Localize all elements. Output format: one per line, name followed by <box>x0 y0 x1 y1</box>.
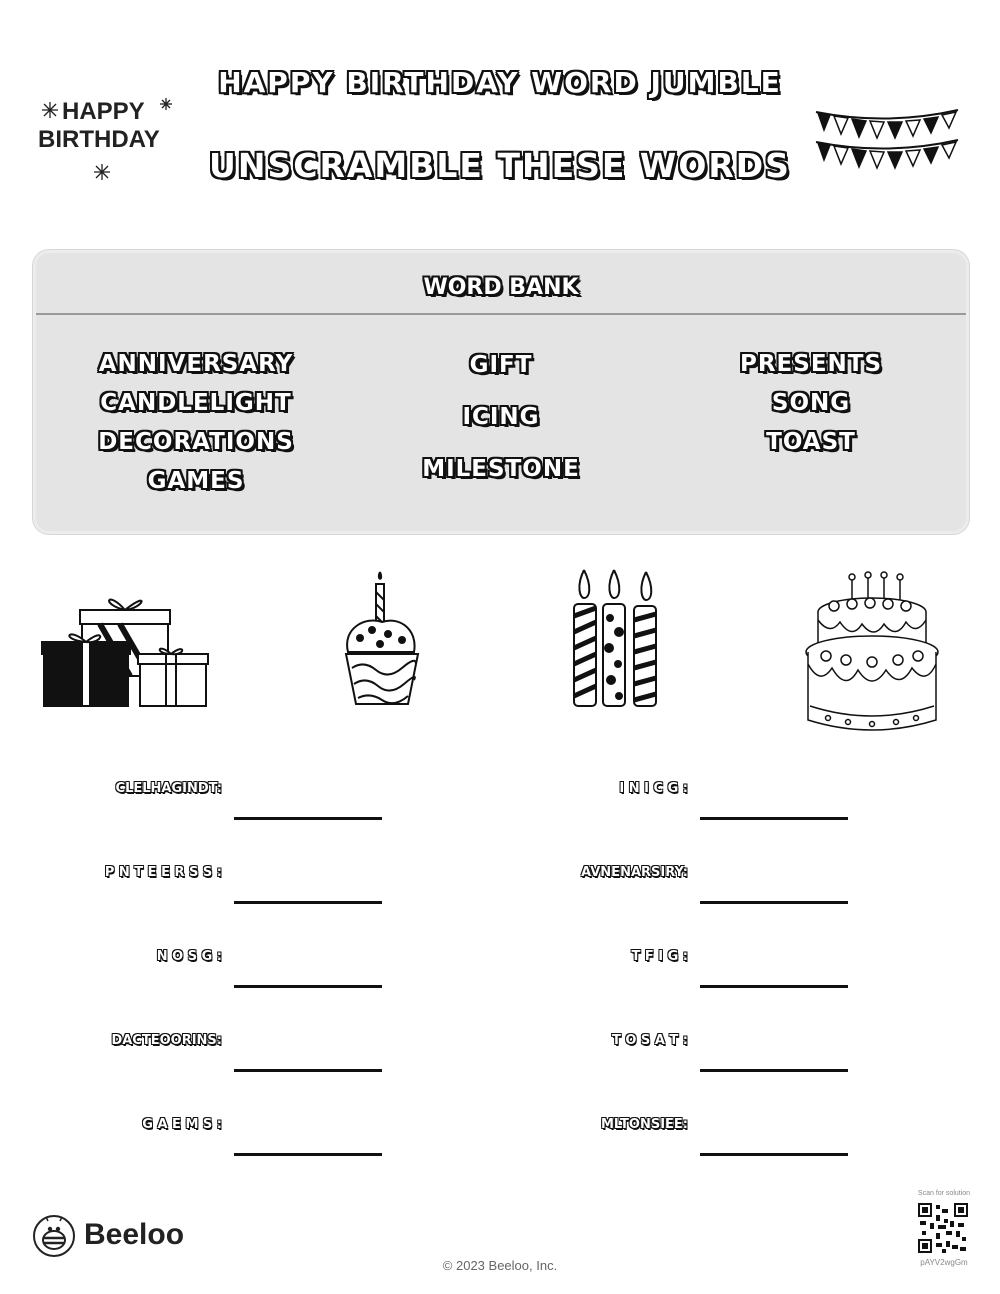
scrambled-word: N O S G : <box>156 949 222 964</box>
bee-icon <box>32 1214 76 1258</box>
word-bank-word: MILESTONE <box>422 456 580 482</box>
birthday-cake-icon <box>806 572 938 730</box>
page-subtitle: UNSCRAMBLE THESE WORDS <box>209 146 791 185</box>
answer-line[interactable] <box>700 1069 848 1072</box>
word-bank-word: GAMES <box>147 468 245 494</box>
happy-birthday-logo <box>38 96 182 186</box>
qr-code-id: pAYV2wgGm <box>920 1258 968 1267</box>
page-title: HAPPY BIRTHDAY WORD JUMBLE <box>218 66 782 99</box>
copyright: © 2023 Beeloo, Inc. <box>442 1258 558 1273</box>
answer-line[interactable] <box>700 817 848 820</box>
illustrations <box>0 560 1000 750</box>
word-bank-title: WORD BANK <box>423 275 579 300</box>
word-bank-word: CANDLELIGHT <box>100 390 292 416</box>
scrambled-word: T O S A T : <box>611 1033 688 1048</box>
candles-icon <box>574 570 656 706</box>
scrambled-word: AVNENARSIRY: <box>581 865 688 880</box>
logo-birthday: BIRTHDAY <box>38 126 160 153</box>
answer-line[interactable] <box>234 817 382 820</box>
answer-line[interactable] <box>700 1153 848 1156</box>
answer-line[interactable] <box>700 901 848 904</box>
bunting-icon <box>812 104 962 176</box>
qr-code-icon[interactable] <box>918 1203 968 1253</box>
gift-boxes-icon <box>42 600 208 706</box>
qr-label: Scan for solution <box>917 1190 971 1197</box>
word-bank-word: ANNIVERSARY <box>98 351 294 377</box>
word-bank-word: DECORATIONS <box>98 429 294 455</box>
scrambled-word: DACTEOORINS: <box>111 1033 222 1048</box>
answer-line[interactable] <box>234 901 382 904</box>
word-bank-column-2 <box>361 339 641 495</box>
word-bank-column-3 <box>671 345 951 462</box>
word-bank-word: GIFT <box>469 352 533 378</box>
scrambled-word: CLELHAGINDT: <box>115 781 222 796</box>
word-bank-word: ICING <box>462 404 540 430</box>
logo-happy: HAPPY <box>62 98 145 125</box>
word-bank-divider <box>36 313 966 315</box>
scrambled-word: G A E M S : <box>142 1117 222 1132</box>
scrambled-word: P N T E E R S S : <box>104 865 222 880</box>
scrambled-word: I N I C G : <box>619 781 688 796</box>
word-bank-word: SONG <box>771 390 851 416</box>
word-bank-word: TOAST <box>766 429 856 455</box>
cupcake-icon <box>346 572 418 704</box>
answer-line[interactable] <box>700 985 848 988</box>
word-bank-word: PRESENTS <box>739 351 883 377</box>
beeloo-brand: Beeloo <box>84 1218 185 1251</box>
answer-line[interactable] <box>234 985 382 988</box>
answer-line[interactable] <box>234 1069 382 1072</box>
answer-line[interactable] <box>234 1153 382 1156</box>
word-bank-column-1 <box>56 345 336 501</box>
scrambled-word: MLTONSIEE: <box>600 1117 688 1132</box>
word-bank <box>33 250 969 534</box>
scrambled-word: T F I G : <box>631 949 688 964</box>
